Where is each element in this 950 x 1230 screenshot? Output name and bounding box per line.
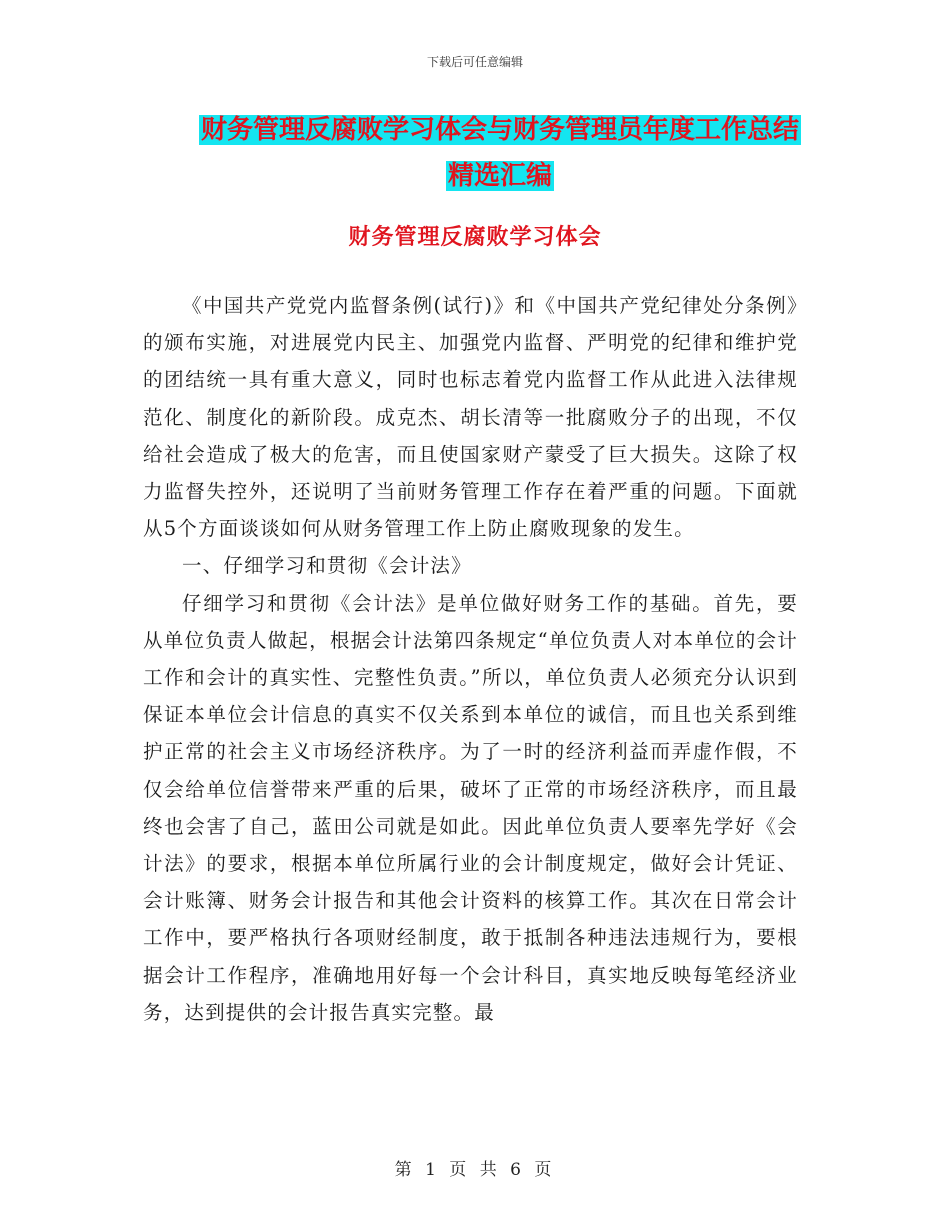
page-number: 第 1 页 共 6 页 [394,1160,556,1180]
document-title [140,107,860,199]
paragraph-heading-1: 一、仔细学习和贯彻《会计法》 [182,554,472,578]
paragraph-intro: 《中国共产党党内监督条例(试行)》和《中国共产党纪律处分条例》的颁布实施，对进展党内民主、加强党内监督、严明党的纪律和维护党的团结统一具有重大意义，同时也标志着党内监督工作从此进入法律规范化、制度化的新阶段。成克杰、胡长清等一批腐败分子的出现，不仅给社会造成了极大的危害，而且使国家财产蒙受了巨大损失。这除了权力监督失控外，还说明了当前财务管理工作存在着严重的问题。下面就从5个方面谈谈如何从财务管理工作上防止腐败现象的发生。 [143,294,798,541]
title-line-2: 精选汇编 [447,161,552,191]
title-line-1: 财务管理反腐败学习体会与财务管理员年度工作总结 [200,115,799,145]
section-title: 财务管理反腐败学习体会 [348,225,602,250]
paragraph-accounting-law: 仔细学习和贯彻《会计法》是单位做好财务工作的基础。首先，要从单位负责人做起，根据会计法第四条规定“单位负责人对本单位的会计工作和会计的真实性、完整性负责。”所以，单位负责人必须充分认识到保证本单位会计信息的真实不仅关系到本单位的诚信，而且也关系到维护正常的社会主义市场经济秩序。为了一时的经济利益而弄虚作假，不仅会给单位信誉带来严重的后果，破坏了正常的市场经济秩序，而且最终也会害了自己，蓝田公司就是如此。因此单位负责人要率先学好《会计法》的要求，根据本单位所属行业的会计制度规定，做好会计凭证、会计账簿、财务会计报告和其他会计资料的核算工作。其次在日常会计工作中，要严格执行各项财经制度，敢于抵制各种违法违规行为，要根据会计工作程序，准确地用好每一个会计科目，真实地反映每笔经济业务，达到提供的会计报告真实完整。最 [143,591,798,1024]
body-text [143,287,798,1031]
header-note: 下载后可任意编辑 [426,55,523,69]
